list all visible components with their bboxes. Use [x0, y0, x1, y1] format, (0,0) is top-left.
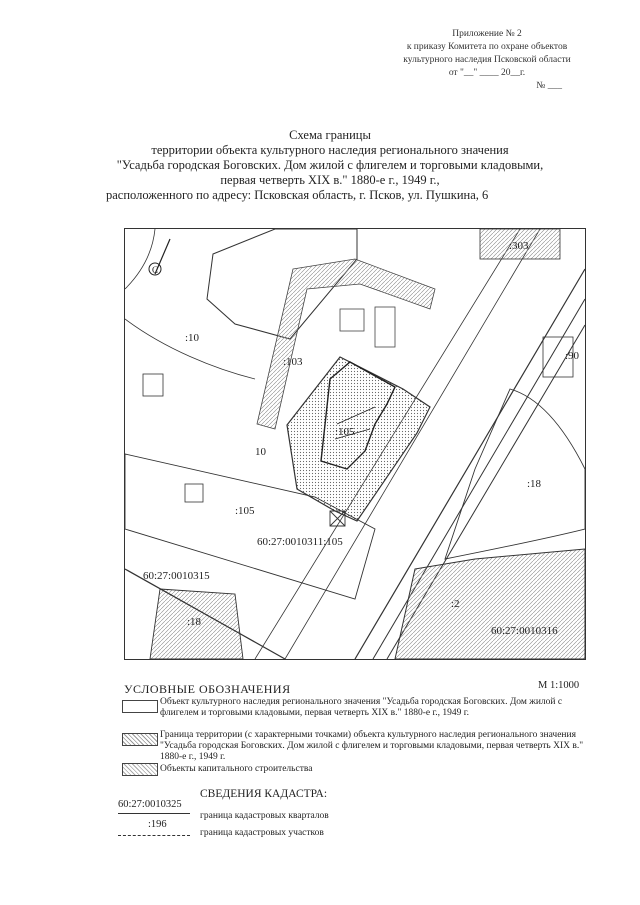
title-line: первая четверть XIX в." 1880-е г., 1949 г., [220, 173, 440, 187]
small-building [375, 307, 395, 347]
appendix-number: № ___ [536, 81, 562, 91]
legend-item-boundary: Граница территории (с характерными точками) объекта культурного наследия регионального значения "Усадьба городская Боговских. Дом жилой с флигелем и торговыми кладовыми, первая четверть XIX в." 1880-е г., 1949 г. [160, 730, 584, 762]
appendix-line: Приложение № 2 [452, 29, 522, 39]
cadastre-quarter-label: граница кадастровых кварталов [200, 811, 329, 821]
heritage-boundary [287, 357, 430, 521]
appendix-date: от "__" ____ 20__г. [448, 68, 526, 78]
appendix-line: культурного наследия Псковской области [403, 55, 571, 65]
label-cadastral-main: 60:27:0010311:105 [257, 536, 343, 548]
parcel-2-block [395, 549, 585, 659]
label-parcel-2: :2 [451, 598, 460, 610]
legend-swatch-buildings [122, 763, 158, 776]
small-building [340, 309, 364, 331]
title-address: расположенного по адресу: Псковская область, г. Псков, ул. Пушкина, 6 [106, 188, 489, 202]
map-scale: М 1:1000 [538, 680, 580, 691]
legend-title: УСЛОВНЫЕ ОБОЗНАЧЕНИЯ [124, 682, 291, 696]
road-curve [125, 229, 155, 289]
title-line: территории объекта культурного наследия регионального значения [151, 143, 509, 157]
cadastre-quarter-example: 60:27:0010325 [118, 799, 182, 810]
appendix-block [382, 28, 592, 93]
quarter-line-sample [118, 813, 190, 814]
document-title [70, 128, 590, 203]
parcel-18-right [445, 389, 585, 559]
legend-swatch-heritage [122, 700, 158, 713]
legend-item-heritage: Объект культурного наследия регионального значения "Усадьба городская Боговских. Дом жилой с флигелем и торговыми кладовыми, первая четверть XIX в." 1880-е г., 1949 г. [160, 697, 563, 718]
title-line: "Усадьба городская Боговских. Дом жилой с флигелем и торговыми кладовыми, [116, 158, 544, 172]
road-curve [125, 319, 255, 379]
small-building [143, 374, 163, 396]
legend-item-buildings: Объекты капитального строительства [160, 764, 313, 774]
label-cadastral-315: 60:27:0010315 [143, 570, 210, 582]
cadastre-parcel-example: :196 [148, 819, 167, 830]
label-parcel-105a: :105 [335, 426, 355, 438]
cadastre-parcel-label: граница кадастровых участков [200, 828, 324, 838]
label-parcel-18-right: :18 [527, 478, 542, 490]
cadastral-map [124, 228, 586, 660]
svg-text:С: С [152, 265, 159, 275]
cadastre-title: СВЕДЕНИЯ КАДАСТРА: [200, 788, 328, 800]
small-building [185, 484, 203, 502]
title-line: Схема границы [289, 128, 371, 142]
appendix-line: к приказу Комитета по охране объектов [406, 42, 568, 52]
label-parcel-303: :303 [509, 240, 529, 252]
label-parcel-103: :103 [283, 356, 303, 368]
kiosk-symbol [330, 511, 345, 526]
label-parcel-90: :90 [565, 350, 580, 362]
label-n10: 10 [255, 446, 266, 458]
label-parcel-10: :10 [185, 332, 200, 344]
label-parcel-18-left: :18 [187, 616, 202, 628]
label-cadastral-316: 60:27:0010316 [491, 625, 558, 637]
label-parcel-105b: :105 [235, 505, 255, 517]
legend-swatch-boundary [122, 733, 158, 746]
parcel-line-sample [118, 835, 190, 836]
